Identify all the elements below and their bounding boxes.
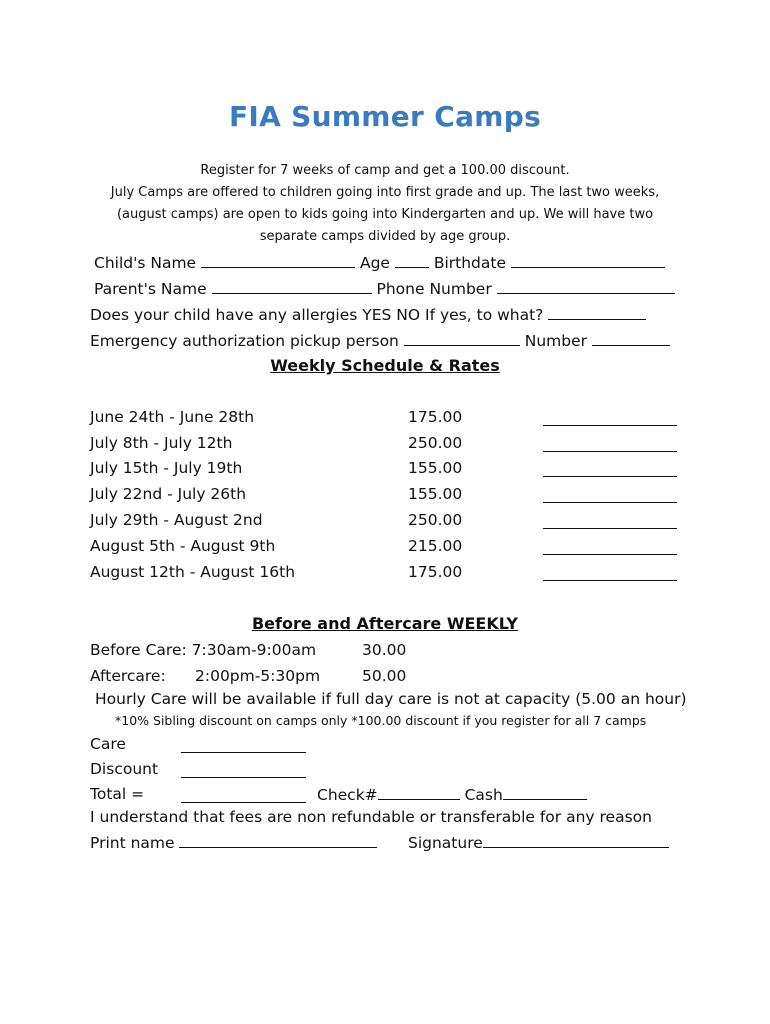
check-field[interactable] xyxy=(378,785,460,800)
cash-label: Cash xyxy=(464,786,503,804)
before-care-label: Before Care: 7:30am-9:00am xyxy=(90,641,317,659)
agreement-text: I understand that fees are non refundable or transferable for any reason xyxy=(90,808,652,826)
schedule-field-2[interactable] xyxy=(543,435,677,452)
schedule-field-6[interactable] xyxy=(543,538,677,555)
schedule-field-7[interactable] xyxy=(543,564,677,581)
print-name-label: Print name xyxy=(90,834,175,852)
print-name-row xyxy=(90,833,377,852)
intro-line-4: separate camps divided by age group. xyxy=(259,229,511,244)
schedule-heading: Weekly Schedule & Rates xyxy=(270,356,500,375)
age-label: Age xyxy=(359,254,390,272)
intro-line-3: (august camps) are open to kids going into Kindergarten and up. We will have two xyxy=(116,207,654,222)
birthdate-field[interactable] xyxy=(511,253,665,268)
schedule-field-3[interactable] xyxy=(543,460,677,477)
allergies-row xyxy=(90,305,646,324)
care-heading: Before and Aftercare WEEKLY xyxy=(251,614,519,633)
child-name-label: Child's Name xyxy=(94,254,197,272)
number-field[interactable] xyxy=(592,331,670,346)
intro-line-1: Register for 7 weeks of camp and get a 100.00 discount. xyxy=(200,163,570,178)
schedule-date-4: July 22nd - July 26th xyxy=(90,485,247,503)
grand-total-field[interactable] xyxy=(181,788,306,803)
payment-row xyxy=(317,785,587,804)
age-field[interactable] xyxy=(395,253,429,268)
schedule-field-5[interactable] xyxy=(543,512,677,529)
schedule-price-5: 250.00 xyxy=(408,511,463,529)
aftercare-price: 50.00 xyxy=(362,667,407,685)
allergies-field[interactable] xyxy=(548,305,646,320)
schedule-date-7: August 12th - August 16th xyxy=(90,563,296,581)
schedule-field-4[interactable] xyxy=(543,486,677,503)
schedule-price-3: 155.00 xyxy=(408,459,463,477)
care-total-field[interactable] xyxy=(181,738,306,753)
discount-note: *10% Sibling discount on camps only *100.00 discount if you register for all 7 camps xyxy=(115,713,647,728)
before-care-price: 30.00 xyxy=(362,641,407,659)
number-label: Number xyxy=(524,332,588,350)
aftercare-label: Aftercare: xyxy=(90,667,166,685)
child-name-field[interactable] xyxy=(201,253,355,268)
signature-label: Signature xyxy=(408,834,483,852)
parent-name-label: Parent's Name xyxy=(94,280,207,298)
schedule-date-6: August 5th - August 9th xyxy=(90,537,276,555)
page-title: FIA Summer Camps xyxy=(228,100,542,133)
birthdate-label: Birthdate xyxy=(433,254,506,272)
schedule-price-1: 175.00 xyxy=(408,408,463,426)
schedule-date-3: July 15th - July 19th xyxy=(90,459,243,477)
schedule-price-7: 175.00 xyxy=(408,563,463,581)
intro-line-2: July Camps are offered to children going into first grade and up. The last two weeks, xyxy=(110,185,660,200)
signature-field[interactable] xyxy=(483,833,669,848)
discount-total-label: Discount xyxy=(90,760,159,778)
emergency-label: Emergency authorization pickup person xyxy=(90,332,399,350)
parent-name-field[interactable] xyxy=(212,279,372,294)
allergies-label: Does your child have any allergies YES NO If yes, to what? xyxy=(90,306,544,324)
child-name-row xyxy=(94,253,665,272)
phone-label: Phone Number xyxy=(376,280,492,298)
schedule-price-2: 250.00 xyxy=(408,434,463,452)
care-total-label: Care xyxy=(90,735,126,753)
signature-row xyxy=(408,833,669,852)
schedule-price-6: 215.00 xyxy=(408,537,463,555)
schedule-date-1: June 24th - June 28th xyxy=(90,408,255,426)
check-label: Check# xyxy=(317,786,378,804)
emergency-row xyxy=(90,331,670,350)
emergency-field[interactable] xyxy=(404,331,520,346)
grand-total-label: Total = xyxy=(90,785,145,803)
aftercare-time: 2:00pm-5:30pm xyxy=(195,667,321,685)
schedule-price-4: 155.00 xyxy=(408,485,463,503)
schedule-date-2: July 8th - July 12th xyxy=(90,434,233,452)
schedule-date-5: July 29th - August 2nd xyxy=(90,511,263,529)
schedule-field-1[interactable] xyxy=(543,409,677,426)
parent-name-row xyxy=(94,279,675,298)
hourly-care-note: Hourly Care will be available if full day care is not at capacity (5.00 an hour) xyxy=(95,690,687,708)
discount-total-field[interactable] xyxy=(181,763,306,778)
phone-field[interactable] xyxy=(497,279,675,294)
cash-field[interactable] xyxy=(503,785,587,800)
print-name-field[interactable] xyxy=(179,833,377,848)
